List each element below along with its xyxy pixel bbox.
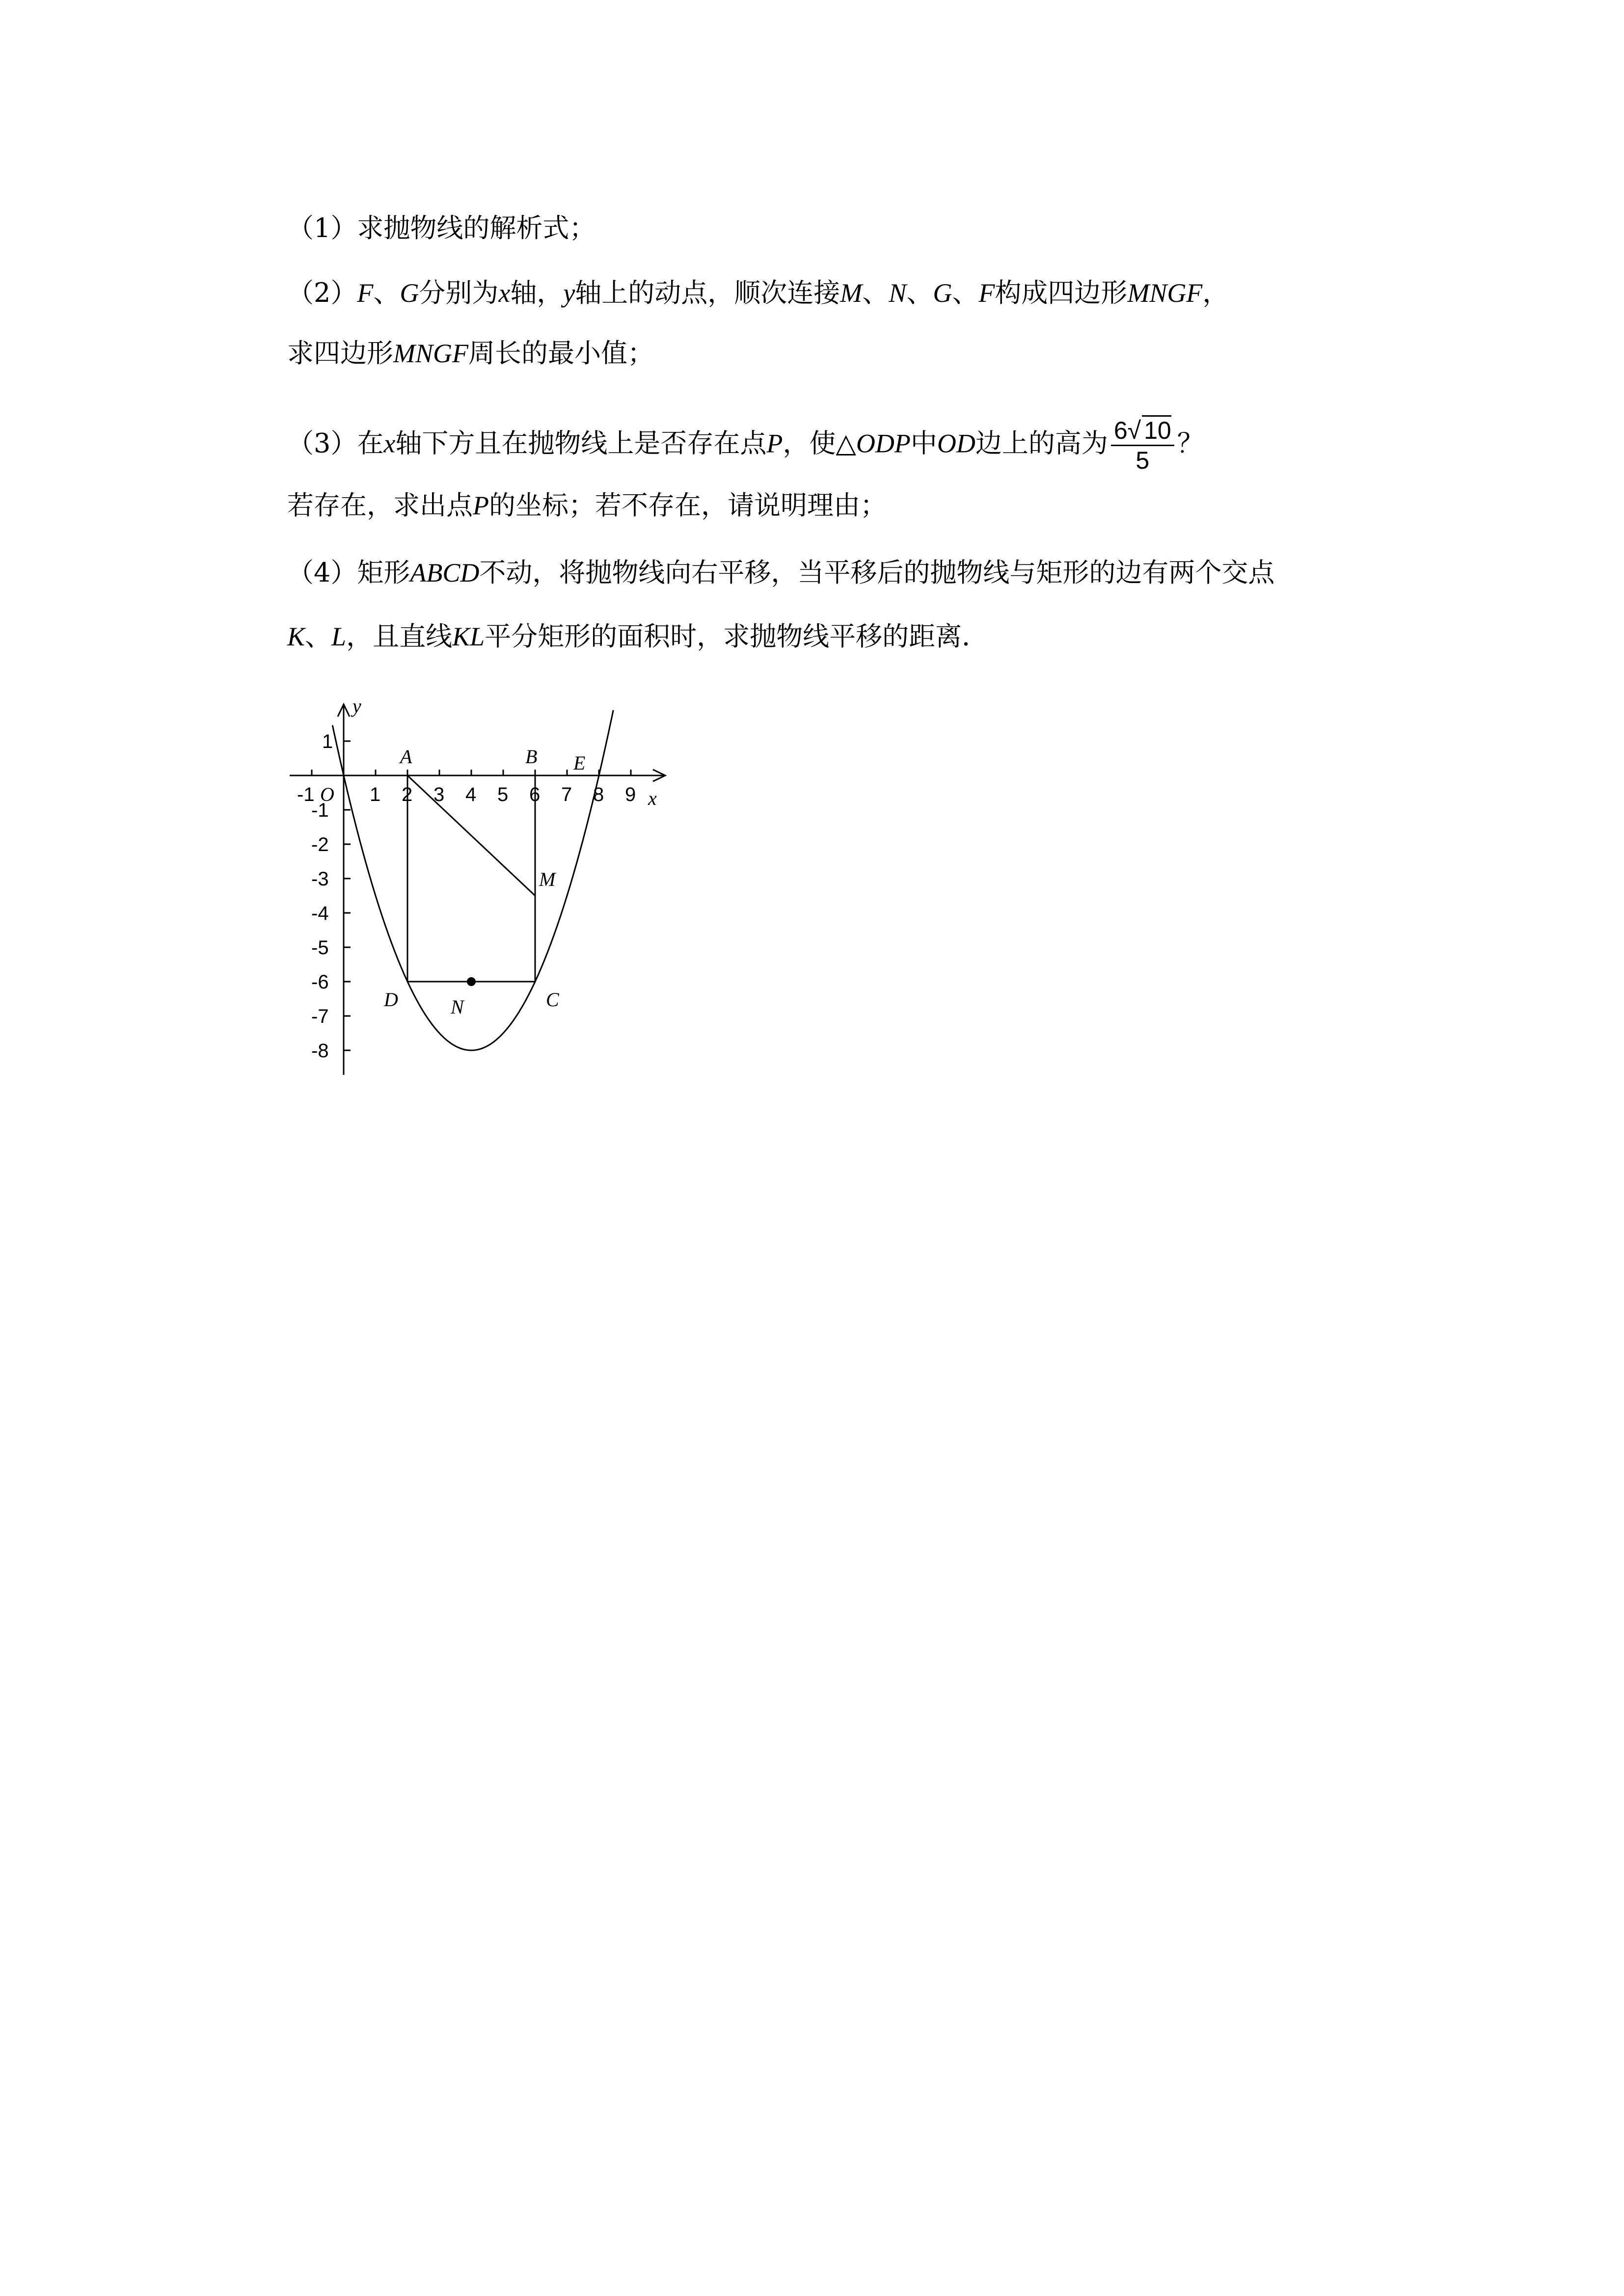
q2-text: 、 bbox=[906, 277, 933, 308]
fraction-radicand: 10 bbox=[1142, 415, 1171, 444]
y-tick-label: -6 bbox=[311, 971, 329, 993]
y-axis-label: y bbox=[352, 695, 361, 717]
point-label-e: E bbox=[573, 752, 586, 774]
q2-var-mngf: MNGF bbox=[1127, 278, 1203, 308]
q4-text: 不动，将抛物线向右平移，当平移后的抛物线与矩形的边有两个交点 bbox=[479, 557, 1275, 588]
q4-var-kl: KL bbox=[452, 622, 485, 651]
y-tick-label: -7 bbox=[311, 1006, 329, 1027]
x-tick-label: 1 bbox=[370, 784, 381, 805]
question-2-line-1 bbox=[287, 276, 1229, 310]
q3-text: ，使△ bbox=[783, 427, 856, 459]
x-tick-label: 8 bbox=[593, 784, 604, 805]
q2-var-g2: G bbox=[933, 278, 952, 308]
q2-text: 、 bbox=[373, 277, 400, 308]
q4-text: 、 bbox=[305, 621, 332, 652]
q2-var-mngf2: MNGF bbox=[393, 339, 468, 368]
q3-text: 若存在，求出点 bbox=[287, 490, 473, 521]
q4-text: ，且直线 bbox=[346, 621, 453, 652]
q2-text: ， bbox=[1202, 277, 1229, 308]
question-2-line-2 bbox=[287, 336, 654, 371]
q2-var-m: M bbox=[840, 278, 863, 308]
point-n-dot bbox=[467, 977, 476, 986]
q4-number: （4） bbox=[287, 557, 357, 588]
point-label-n: N bbox=[451, 996, 464, 1018]
y-tick-label: -3 bbox=[311, 868, 329, 890]
x-tick-label: 3 bbox=[433, 784, 445, 805]
x-tick-label: 4 bbox=[465, 784, 477, 805]
parabola-curve bbox=[332, 710, 613, 1050]
q4-var-abcd: ABCD bbox=[410, 558, 480, 587]
y-tick-label: -1 bbox=[311, 800, 329, 821]
q3-var-x: x bbox=[383, 428, 396, 458]
point-label-c: C bbox=[546, 988, 559, 1011]
y-tick-label: -8 bbox=[311, 1040, 329, 1062]
q2-text: 周长的最小值； bbox=[468, 338, 654, 369]
q2-var-g: G bbox=[400, 278, 419, 308]
q4-text: 平分矩形的面积时，求抛物线平移的距离． bbox=[485, 621, 989, 652]
q2-var-y: y bbox=[563, 278, 575, 308]
height-fraction: $\frac{6√ 10}{5}$ bbox=[1111, 416, 1174, 475]
q3-var-p: P bbox=[766, 428, 783, 458]
fraction-coefficient: 6 bbox=[1113, 417, 1128, 444]
y-tick-label: -4 bbox=[311, 903, 329, 924]
y-tick-label: 1 bbox=[322, 731, 333, 752]
q3-text: 的坐标；若不存在，请说明理由； bbox=[489, 490, 887, 521]
q3-text: 轴下方且在抛物线上是否存在点 bbox=[395, 427, 767, 459]
q3-var-odp: ODP bbox=[856, 428, 911, 458]
q4-var-k: K bbox=[287, 622, 305, 651]
x-tick-label: -1 bbox=[297, 784, 315, 805]
y-tick-label: -5 bbox=[311, 937, 329, 959]
question-3-line-1 bbox=[287, 416, 1204, 475]
point-label-d: D bbox=[384, 988, 398, 1011]
x-tick-label: 5 bbox=[497, 784, 509, 805]
q1-number: （1） bbox=[287, 213, 357, 243]
q3-var-p2: P bbox=[473, 491, 489, 520]
q2-var-f: F bbox=[357, 278, 374, 308]
coordinate-figure bbox=[275, 687, 677, 1080]
x-axis-label: x bbox=[648, 787, 657, 809]
fraction-denominator: 5 bbox=[1136, 447, 1150, 474]
question-4-line-1 bbox=[287, 556, 1274, 590]
x-tick-label: 6 bbox=[529, 784, 541, 805]
q4-text: 矩形 bbox=[357, 557, 410, 588]
point-label-m: M bbox=[539, 868, 556, 890]
x-tick-label: 2 bbox=[402, 784, 413, 805]
point-label-a: A bbox=[400, 746, 412, 768]
q3-text: 边上的高为 bbox=[975, 427, 1108, 459]
question-1 bbox=[287, 211, 595, 245]
q2-var-n: N bbox=[889, 278, 907, 308]
origin-label: O bbox=[320, 783, 334, 805]
q2-text: 分别为 bbox=[419, 277, 499, 308]
q1-text: 求抛物线的解析式； bbox=[357, 213, 596, 243]
question-3-line-2 bbox=[287, 488, 887, 523]
q2-text: 求四边形 bbox=[287, 338, 393, 369]
q2-text: 、 bbox=[862, 277, 889, 308]
q2-number: （2） bbox=[287, 277, 357, 308]
point-label-b: B bbox=[525, 746, 538, 768]
q2-text: 轴上的动点，顺次连接 bbox=[575, 277, 840, 308]
x-tick-label: 9 bbox=[625, 784, 636, 805]
q2-var-f2: F bbox=[978, 278, 995, 308]
q3-text: ？ bbox=[1177, 427, 1204, 459]
q2-text: 轴， bbox=[510, 277, 564, 308]
q2-var-x: x bbox=[498, 278, 511, 308]
x-tick-label: 7 bbox=[561, 784, 572, 805]
q3-text: 中 bbox=[910, 427, 937, 459]
q3-text: 在 bbox=[357, 427, 384, 459]
q2-text: 构成四边形 bbox=[995, 277, 1128, 308]
q3-var-od: OD bbox=[937, 428, 975, 458]
q4-var-l: L bbox=[331, 622, 347, 651]
q3-number: （3） bbox=[287, 427, 357, 459]
q2-text: 、 bbox=[952, 277, 979, 308]
question-4-line-2 bbox=[287, 619, 988, 654]
y-tick-label: -2 bbox=[311, 834, 329, 855]
